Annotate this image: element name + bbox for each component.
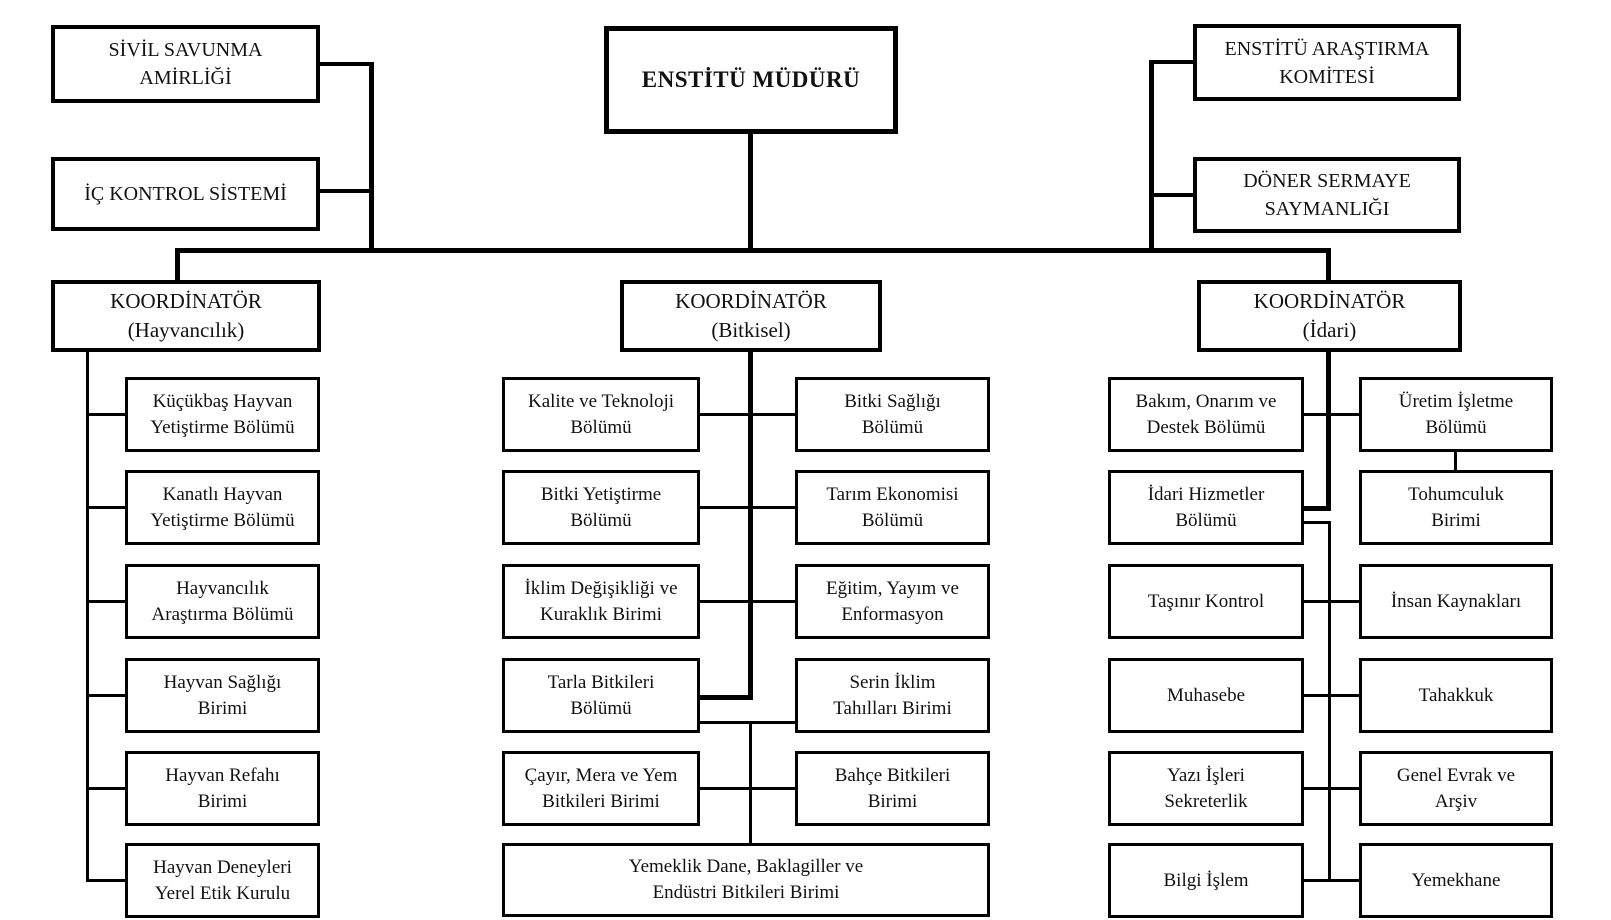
- node-sublabel: (Hayvancılık): [127, 318, 245, 342]
- node-label: İdari Hizmetler Bölümü: [1147, 483, 1265, 531]
- line-right-bracket-v: [1149, 60, 1154, 253]
- node-tohumculuk-birimi: [1359, 470, 1553, 545]
- node-label: Kalite ve Teknoloji Bölümü: [527, 390, 675, 438]
- line-animal-stub-1: [86, 413, 125, 416]
- node-kalite-teknoloji: [502, 377, 700, 452]
- line-admin-spine-thin-v: [1328, 521, 1331, 882]
- line-plant-row-1: [700, 413, 795, 416]
- node-label: Bakım, Onarım ve Destek Bölümü: [1135, 390, 1277, 438]
- line-left-bracket-v: [369, 62, 374, 253]
- node-muhasebe: [1108, 658, 1304, 733]
- node-sublabel: (İdari): [1302, 318, 1357, 342]
- node-label: Bilgi İşlem: [1163, 869, 1249, 891]
- node-idari-hizmetler: [1108, 470, 1304, 545]
- node-label: Bitki Sağlığı Bölümü: [844, 390, 941, 438]
- node-tasinir-kontrol: [1108, 564, 1304, 639]
- node-uretim-isletme: [1359, 377, 1553, 452]
- line-trunk: [175, 248, 1331, 253]
- node-iklim-degisikligi-kuraklik: [502, 564, 700, 639]
- node-enstitu-arastirma-komitesi: [1193, 24, 1461, 101]
- line-plant-link-tarla-serin: [700, 721, 795, 724]
- node-yemekhane: [1359, 843, 1553, 918]
- node-ic-kontrol-sistemi: [51, 157, 320, 231]
- line-animal-stub-4: [86, 694, 125, 697]
- node-koordinator-idari: [1197, 280, 1462, 352]
- line-director-drop: [748, 134, 753, 251]
- node-bitki-sagligi: [795, 377, 990, 452]
- node-label: Hayvan Sağlığı Birimi: [163, 671, 282, 719]
- node-label: KOORDİNATÖR: [675, 289, 827, 313]
- node-kanatli-hayvan-yetistirme: [125, 470, 320, 545]
- node-label: KOORDİNATÖR: [110, 289, 262, 313]
- line-animal-stub-2: [86, 506, 125, 509]
- line-admin-row-6: [1304, 879, 1359, 882]
- node-label: Kanatlı Hayvan Yetiştirme Bölümü: [150, 483, 295, 531]
- line-admin-elbow-thin: [1304, 521, 1328, 524]
- line-admin-row-5: [1304, 787, 1359, 790]
- node-label: Hayvan Deneyleri Yerel Etik Kurulu: [153, 856, 292, 904]
- node-hayvancilik-arastirma: [125, 564, 320, 639]
- node-sivil-savunma-amirligi: [51, 25, 320, 103]
- node-label: Bahçe Bitkileri Birimi: [834, 764, 951, 812]
- node-label: Muhasebe: [1166, 684, 1246, 706]
- node-label: Taşınır Kontrol: [1147, 590, 1265, 612]
- line-plant-row-3: [700, 600, 795, 603]
- node-serin-iklim-tahillari: [795, 658, 990, 733]
- node-label: SİVİL SAVUNMA AMİRLİĞİ: [108, 39, 263, 89]
- line-animal-stub-6: [86, 879, 125, 882]
- node-hayvan-sagligi-birimi: [125, 658, 320, 733]
- line-admin-elbow-thick: [1304, 506, 1331, 511]
- line-animal-stub-3: [86, 600, 125, 603]
- node-bilgi-islem: [1108, 843, 1304, 918]
- node-insan-kaynaklari: [1359, 564, 1553, 639]
- node-bahce-bitkileri: [795, 751, 990, 826]
- line-animal-spine-v: [86, 352, 89, 882]
- node-label: Bitki Yetiştirme Bölümü: [540, 483, 662, 531]
- node-enstitu-muduru: [604, 26, 898, 134]
- line-admin-row-1: [1304, 413, 1359, 416]
- node-cayir-mera-yem-bitkileri: [502, 751, 700, 826]
- line-plant-elbow-thick: [700, 695, 753, 700]
- line-plant-row-5: [700, 787, 795, 790]
- node-label: Yemekhane: [1411, 869, 1501, 891]
- node-label: Serin İklim Tahılları Birimi: [833, 671, 952, 719]
- node-tahakkuk: [1359, 658, 1553, 733]
- line-plant-spine-thick-v: [748, 352, 753, 700]
- line-admin-row-3: [1304, 600, 1359, 603]
- node-egitim-yayim-enformasyon: [795, 564, 990, 639]
- line-trunk-drop-right: [1326, 251, 1331, 280]
- node-yemeklik-dane-baklagiller: [502, 843, 990, 917]
- node-bakim-onarim-destek: [1108, 377, 1304, 452]
- node-label: Küçükbaş Hayvan Yetiştirme Bölümü: [150, 390, 295, 438]
- node-label: ENSTİTÜ ARAŞTIRMA KOMİTESİ: [1224, 37, 1430, 88]
- node-label: İnsan Kaynakları: [1390, 590, 1522, 612]
- node-doner-sermaye-saymanligi: [1193, 157, 1461, 233]
- line-right-bracket-stub-2: [1152, 193, 1193, 197]
- node-tarim-ekonomisi: [795, 470, 990, 545]
- node-kucukbas-hayvan-yetistirme: [125, 377, 320, 452]
- node-label: Çayır, Mera ve Yem Bitkileri Birimi: [524, 764, 678, 812]
- node-label: Yazı İşleri Sekreterlik: [1164, 764, 1248, 812]
- node-label: Hayvan Refahı Birimi: [165, 764, 280, 812]
- line-right-bracket-stub-1: [1152, 60, 1193, 64]
- node-label: Tarla Bitkileri Bölümü: [547, 671, 655, 719]
- node-label: Tahakkuk: [1418, 684, 1494, 706]
- line-animal-stub-5: [86, 787, 125, 790]
- node-label: Genel Evrak ve Arşiv: [1396, 764, 1516, 812]
- node-label: Tohumculuk Birimi: [1408, 483, 1504, 531]
- node-hayvan-refahi-birimi: [125, 751, 320, 826]
- node-label: Tarım Ekonomisi Bölümü: [826, 483, 959, 531]
- line-plant-row-2: [700, 506, 795, 509]
- node-hayvan-deneyleri-etik-kurulu: [125, 843, 320, 918]
- line-left-bracket-stub-2: [320, 189, 372, 193]
- line-plant-spine-thin-v: [749, 721, 752, 843]
- node-label: Üretim İşletme Bölümü: [1398, 390, 1514, 438]
- node-bitki-yetistirme: [502, 470, 700, 545]
- node-genel-evrak-arsiv: [1359, 751, 1553, 826]
- line-uretim-tohumculuk-v: [1454, 452, 1457, 470]
- line-admin-row-4: [1304, 694, 1359, 697]
- line-admin-spine-thick-v: [1326, 352, 1331, 511]
- node-label: Hayvancılık Araştırma Bölümü: [151, 577, 294, 625]
- node-sublabel: (Bitkisel): [711, 318, 791, 342]
- node-label: DÖNER SERMAYE SAYMANLIĞI: [1243, 170, 1411, 220]
- node-label: Eğitim, Yayım ve Enformasyon: [825, 577, 959, 625]
- node-label: İklim Değişikliği ve Kuraklık Birimi: [524, 577, 678, 625]
- node-yazi-isleri-sekreterlik: [1108, 751, 1304, 826]
- node-label: KOORDİNATÖR: [1253, 289, 1406, 313]
- line-trunk-drop-left: [175, 251, 180, 280]
- node-label: Yemeklik Dane, Baklagiller ve Endüstri Bitkileri Birimi: [628, 856, 864, 903]
- node-koordinator-bitkisel: [620, 280, 882, 352]
- node-koordinator-hayvancilik: [51, 280, 321, 352]
- node-label: İÇ KONTROL SİSTEMİ: [84, 183, 287, 205]
- node-label: ENSTİTÜ MÜDÜRÜ: [641, 67, 861, 92]
- node-tarla-bitkileri: [502, 658, 700, 733]
- line-left-bracket-stub-1: [320, 62, 372, 66]
